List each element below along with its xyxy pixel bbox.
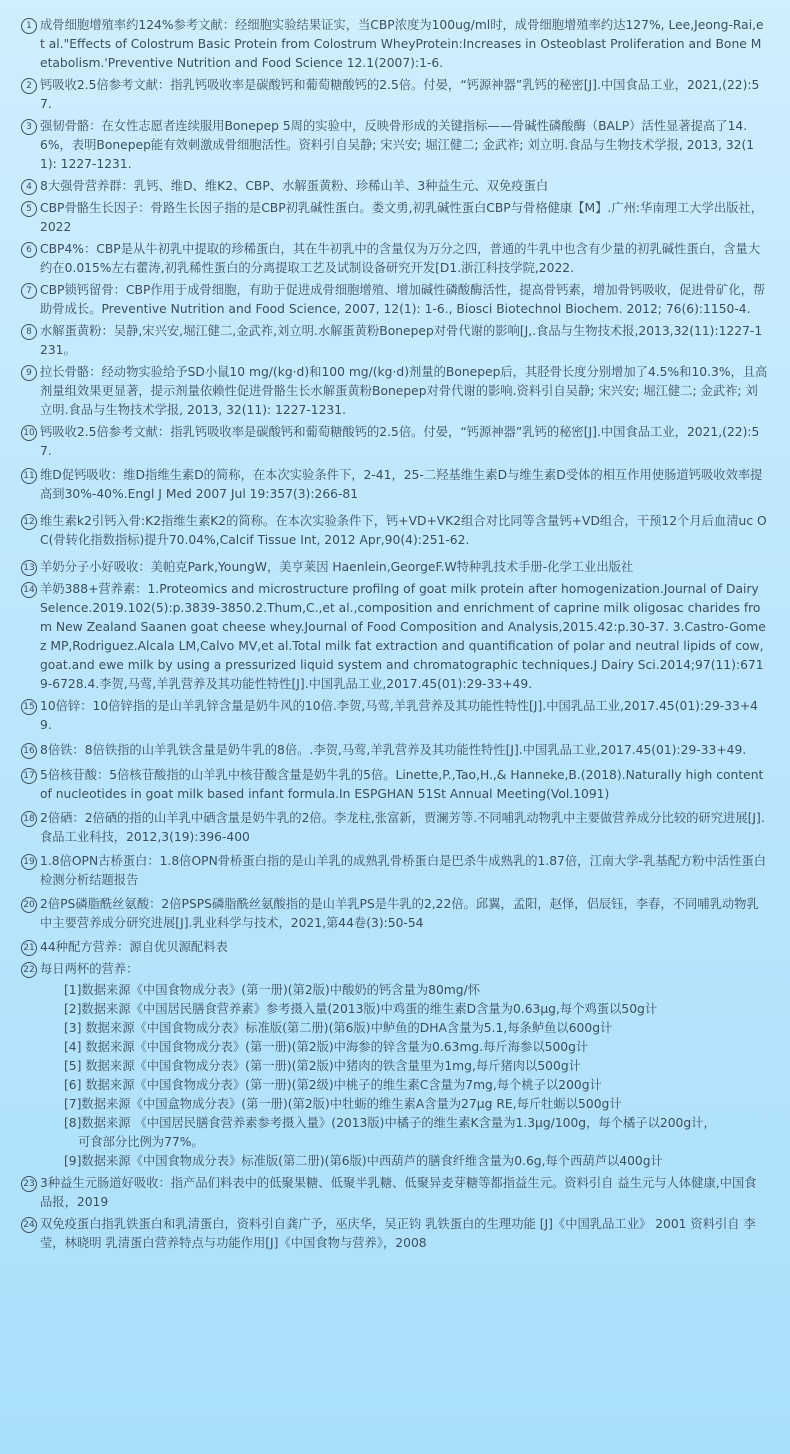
reference-item <box>22 1174 768 1212</box>
reference-item <box>22 1215 768 1253</box>
circled-number-8: 8 <box>21 324 37 340</box>
circled-number-5: 5 <box>21 201 37 217</box>
sublist-item: [5] 数据来源《中国食物成分表》(第一册)(第2版)中猪肉的铁含量里为1mg,每斤猪肉以500g计 <box>64 1059 581 1073</box>
circled-number-24: 24 <box>21 1217 37 1233</box>
reference-item <box>22 938 768 957</box>
reference-text: 成骨细胞增殖率约124%参考文献：经细胞实验结果证实，当CBP浓度为100ug/ml时，成骨细胞增殖率约达127%, Lee,Jeong-Rai,et al."Effects of Colostrum Basic Protein from Colostrum WheyProtein:Increases in Osteoblast Proliferation and Bone Metabolism.'Preventive Nutrition and Food Science 12.1(2007):1-6. <box>40 18 764 70</box>
reference-item <box>22 512 768 550</box>
reference-text: CBP4%：CBP是从牛初乳中提取的珍稀蛋白，其在牛初乳中的含量仅为万分之四，普通的牛乳中也含有少量的初乳碱性蛋白，含量大约在0.015%左右藿涛,初乳稀性蛋白的分离提取工艺及试制设备研究开发[D1.浙江科技学院,2022. <box>40 242 761 275</box>
daily-nutrition-sublist <box>40 981 768 1171</box>
sublist-item: [6] 数据来源《中国食物成分表》(第一册)(第2级)中桃子的维生素C含量为7mg,每个桃子以200g计 <box>64 1078 602 1092</box>
circled-number-2: 2 <box>21 78 37 94</box>
circled-number-16: 16 <box>21 743 37 759</box>
circled-number-7: 7 <box>21 283 37 299</box>
reference-item <box>22 177 768 196</box>
reference-text: 羊奶388+营养素：1.Proteomics and microstructure profilng of goat milk protein after homogenization.Journal of Dairy Selence.2019.102(5):p.3839-3850.2.Thum,C.,et al.,composition and enrichment of caprine milk oligosac charides from New Zealand Saanen goat cheese whey.Journal of Food Composition and Analysis,2015.42:p.30-37. 3.Castro-Gomez MP,Rodriguez.Alcala LM,Calvo MV,et al.Total milk fat extraction and quantification of polar and neutral lipids of cow,goat.and ewe milk by using a pressurized liquid system and chromatographic techniques.J Dairy Sci.2014;97(11):6719-6728.4.李贺,马莺,羊乳营养及其功能性特性[J].中国乳品工业,2017.45(01):29-33+49. <box>40 582 766 691</box>
reference-item <box>22 466 768 504</box>
circled-number-10: 10 <box>21 425 37 441</box>
reference-text: 拉长骨骼：经动物实验给予SD小鼠10 mg/(kg·d)和100 mg/(kg·d)剂量的Bonepep后，其胫骨长度分别增加了4.5%和10.3%，且高剂量组效果更显著，提示剂量依赖性促进骨骼生长水解蛋黄粉Bonepep对骨代谢的影响.资料引自吴静; 宋兴安; 堀江健二; 金武祚; 刘立明.食品与生物技术学报, 2013, 32(11): 1227-1231. <box>40 365 768 417</box>
sublist-item <box>40 1114 768 1152</box>
circled-number-20: 20 <box>21 897 37 913</box>
reference-text: 双免疫蛋白指乳铁蛋白和乳清蛋白，资料引自龚广予，巫庆华，吴正钧 乳铁蛋白的生理功能 [J]《中国乳品工业》 2001 资料引自 李莹，林晓明 乳清蛋白营养特点与功能作用[J]《中国食物与营养》，2008 <box>40 1217 756 1250</box>
reference-item <box>22 76 768 114</box>
reference-item <box>22 199 768 237</box>
circled-number-4: 4 <box>21 179 37 195</box>
sublist-item: [9]数据来源《中国食物成分表》标准版(第二册)(第6版)中西葫芦的膳食纤维含量为0.6g,每个西葫芦以400g计 <box>64 1154 663 1168</box>
sublist-item: [2]数据来源《中国居民膳食营养素》参考摄入量(2013版)中鸡蛋的维生素D含量为0.63μg,每个鸡蛋以50g计 <box>64 1002 658 1016</box>
reference-item <box>22 558 768 577</box>
circled-number-14: 14 <box>21 582 37 598</box>
reference-text: 3种益生元肠道好吸收：指产品们料表中的低聚果糖、低聚半乳糖、低聚异麦芽糖等都指益生元。资料引自 益生元与人体健康,中国食品报，2019 <box>40 1176 757 1209</box>
reference-item <box>22 766 768 804</box>
circled-number-11: 11 <box>21 468 37 484</box>
reference-text: 水解蛋黄粉：吴静,宋兴安,堀江健二,金武祚,刘立明.水解蛋黄粉Bonepep对骨代谢的影响[J,.食品与生物技术报,2013,32(11):1227-1231。 <box>40 324 763 357</box>
circled-number-12: 12 <box>21 514 37 530</box>
reference-text: 维生素k2引钙入骨:K2指维生素K2的简称。在本次实验条件下，钙+VD+VK2组合对比同等含量钙+VD组合，干预12个月后血清uc OC(骨转化指数指标)提升70.04%,Calcif Tissue Int, 2012 Apr,90(4):251-62. <box>40 514 767 547</box>
reference-item <box>22 580 768 694</box>
reference-text: 钙吸收2.5倍参考文献：指乳钙吸收率是碳酸钙和葡萄糖酸钙的2.5倍。付晏，“钙源神器”乳钙的秘密[J].中国食品工业，2021,(22):57. <box>40 78 760 111</box>
reference-text: 2倍硒：2倍硒的指的山羊乳中硒含量是奶牛乳的2倍。李龙柱,张富新，贾澜芳等.不同哺乳动物乳中主要做营养成分比较的研究进展[J].食品工业科技，2012,3(19):396-400 <box>40 811 765 844</box>
reference-item <box>22 697 768 735</box>
reference-item <box>22 852 768 890</box>
sublist-item-continuation: 可食部分比例为77%。 <box>78 1135 204 1149</box>
reference-text: 羊奶分子小好吸收：美帕克Park,YoungW，美亨莱因 Haenlein,GeorgeF.W特种乳技术手册-化学工业出版社 <box>40 560 634 574</box>
reference-text: 1.8倍OPN古桥蛋白：1.8倍OPN骨桥蛋白指的是山羊乳的成熟乳骨桥蛋白是巴杀牛成熟乳的1.87倍，江南大学-乳基配方粉中活性蛋白检测分析结题报告 <box>40 854 767 887</box>
circled-number-21: 21 <box>21 940 37 956</box>
reference-text: CBP锁钙留骨：CBP作用于成骨细胞，有助于促进成骨细胞增殖、增加碱性磷酸酶活性，提高骨钙素，增加骨钙吸收，促进骨矿化，帮助骨成长。Preventive Nutrition and Food Science, 2007, 12(1): 1-6., Biosci Biotechnol Biochem. 2012; 76(6):1150-4. <box>40 283 766 316</box>
reference-text: 每日两杯的营养： <box>40 962 139 976</box>
reference-item <box>22 117 768 174</box>
reference-item <box>22 363 768 420</box>
reference-text: 8大强骨营养群：乳钙、维D、维K2、CBP、水解蛋黄粉、珍稀山羊、3种益生元、双免疫蛋白 <box>40 179 549 193</box>
circled-number-17: 17 <box>21 768 37 784</box>
reference-item <box>22 809 768 847</box>
reference-text: CBP骨骼生长因子：骨路生长因子指的是CBP初乳碱性蛋白。娄文勇,初乳碱性蛋白CBP与骨格健康【M】.广州:华南理工大学出版社，2022 <box>40 201 764 234</box>
sublist-item: [4] 数据来源《中国食物成分表》(第一册)(第2版)中海参的锌含量为0.63mg.每斤海参以500g计 <box>64 1040 589 1054</box>
circled-number-1: 1 <box>21 18 37 34</box>
circled-number-6: 6 <box>21 242 37 258</box>
reference-text: 2倍PS磷脂酰丝氨酸：2倍PSPS磷脂酰丝氨酸指的是山羊乳PS是牛乳的2,22倍。邱翼，孟阳，赵怿，侣辰钰，李春，不同哺乳动物乳中主要营养成分研究进展[J].乳业科学与技术，2021,第44卷(3):50-54 <box>40 897 759 930</box>
reference-item <box>22 960 768 1171</box>
circled-number-13: 13 <box>21 560 37 576</box>
reference-item <box>22 240 768 278</box>
circled-number-23: 23 <box>21 1176 37 1192</box>
sublist-item: [3] 数据来源《中国食物成分表》标准版(第二册)(第6版)中鲈鱼的DHA含量为5.1,每条鲈鱼以600g计 <box>64 1021 613 1035</box>
circled-number-19: 19 <box>21 854 37 870</box>
reference-item <box>22 895 768 933</box>
reference-item <box>22 741 768 760</box>
circled-number-18: 18 <box>21 811 37 827</box>
circled-number-3: 3 <box>21 119 37 135</box>
reference-item <box>22 16 768 73</box>
reference-text: 5倍核苷酸：5倍核苷酸指的山羊乳中核苷酸含量是奶牛乳的5倍。Linette,P.,Tao,H.,& Hanneke,B.(2018).Naturally high content of nucleotides in goat milk based infant formula.In ESPGHAN 51St Annual Meeting(Vol.1091) <box>40 768 764 801</box>
circled-number-9: 9 <box>21 365 37 381</box>
reference-text: 8倍铁：8倍铁指的山羊乳铁含量是奶牛乳的8倍。.李贺,马莺,羊乳营养及其功能性特性[J].中国乳品工业,2017.45(01):29-33+49. <box>40 743 747 757</box>
sublist-item: [7]数据来源《中国盒物成分表》(第一册)(第2版)中牡蛎的维生素A含量为27μg RE,每斤牡蛎以500g计 <box>64 1097 622 1111</box>
reference-text: 强韧骨骼：在女性志愿者连续服用Bonepep 5周的实验中，反映骨形成的关键指标——骨碱性磷酸酶（BALP）活性显著提高了14.6%，表明Bonepep能有效刺激成骨细胞活性。资料引自吴静; 宋兴安; 堀江健二; 金武祚; 刘立明.食品与生物技术学报, 2013, 32(11): 1227-1231. <box>40 119 755 171</box>
reference-item <box>22 322 768 360</box>
circled-number-15: 15 <box>21 699 37 715</box>
sublist-item: [1]数据来源《中国食物成分表》(第一册)(第2版)中酸奶的钙含量为80mg/怀 <box>64 983 481 997</box>
reference-text: 维D促钙吸收：维D指维生素D的简称，在本次实验条件下，2-41，25-二羟基维生素D与维生素D受体的相互作用使肠道钙吸收效率提高到30%-40%.Engl J Med 2007 Jul 19:357(3):266-81 <box>40 468 763 501</box>
reference-text: 钙吸收2.5倍参考文献：指乳钙吸收率是碳酸钙和葡萄糖酸钙的2.5倍。付晏，“钙源神器”乳钙的秘密[J].中国食品工业，2021,(22):57. <box>40 425 760 458</box>
reference-text: 44种配方营养：源自优贝源配料表 <box>40 940 228 954</box>
sublist-item-text: [8]数据来源 《中国居民膳食营养素参考摄入量》(2013版)中橘子的维生素K含量为1.3μg/100g，每个橘子以200g计， <box>64 1116 716 1130</box>
reference-item <box>22 281 768 319</box>
circled-number-22: 22 <box>21 962 37 978</box>
reference-item <box>22 423 768 461</box>
reference-text: 10倍锌：10倍锌指的是山羊乳锌含量是奶牛风的10倍.李贺,马莺,羊乳营养及其功能性特性[J].中国乳品工业,2017.45(01):29-33+49. <box>40 699 758 732</box>
